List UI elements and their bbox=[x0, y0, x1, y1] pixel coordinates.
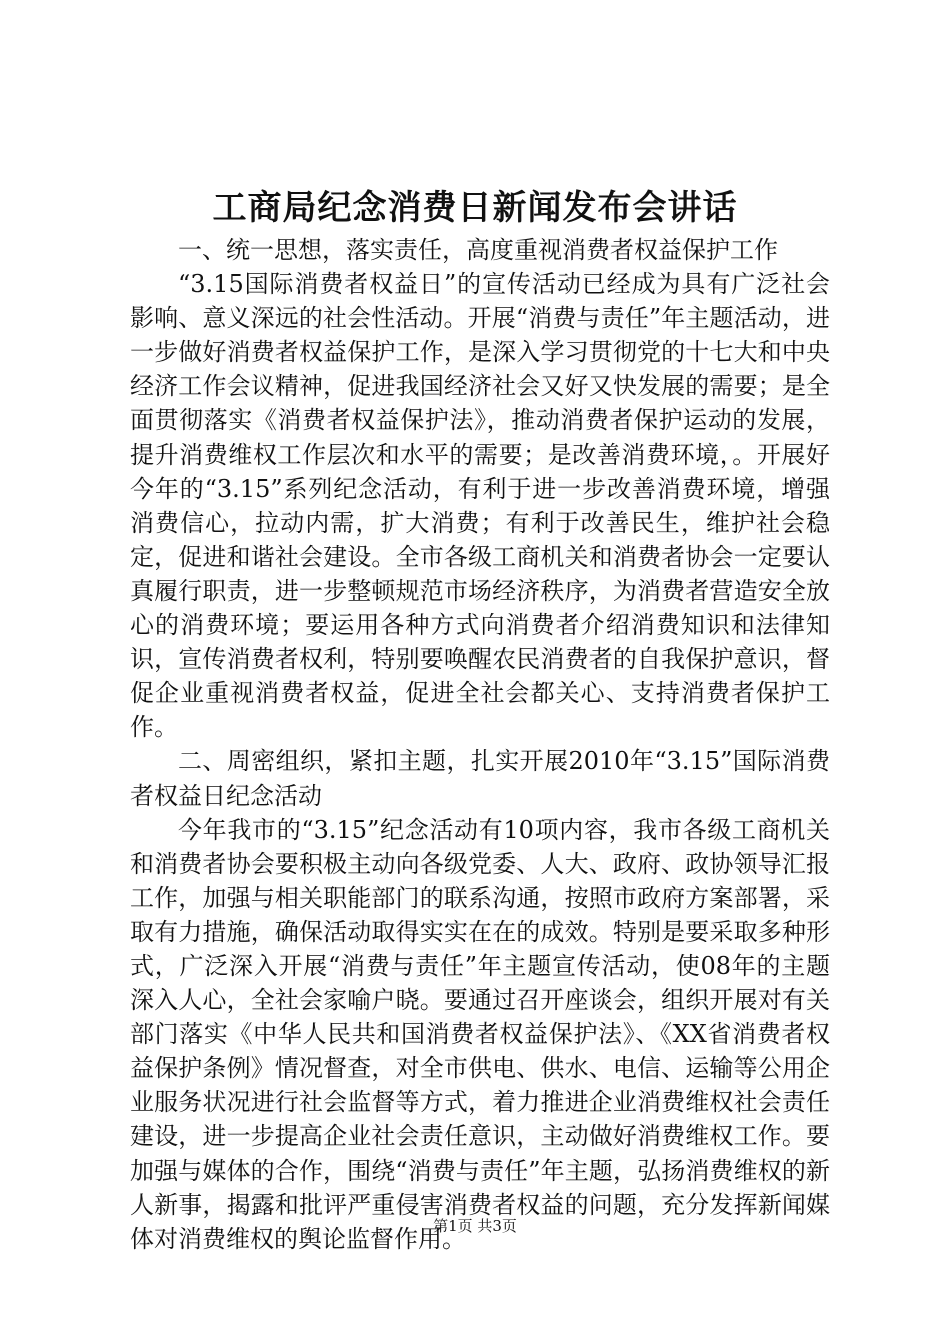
section-heading-1: 一、统一思想，落实责任，高度重视消费者权益保护工作 bbox=[178, 236, 778, 264]
page-footer: 第1页 共3页 bbox=[433, 1217, 517, 1235]
section-heading-2: 二、周密组织，紧扣主题，扎实开展2010年“3.15”国际消费者权益日纪念活动 bbox=[130, 747, 830, 810]
body-paragraph-2: 今年我市的“3.15”纪念活动有10项内容，我市各级工商机关和消费者协会要积极主动向各级党委、人大、政府、政协领导汇报工作，加强与相关职能部门的联系沟通，按照市政府方案部署，采取有力措施，确保活动取得实实在在的成效。特别是要采取多种形式，广泛深入开展“消费与责任”年主题宣传活动，使08年的主题深入人心，全社会家喻户晓。要通过召开座谈会，组织开展对有关部门落实《中华人民共和国消费者权益保护法》、《XX省消费者权益保护条例》情况督查，对全市供电、供水、电信、运输等公用企业服务状况进行社会监督等方式，着力推进企业消费维权社会责任建设，进一步提高企业社会责任意识，主动做好消费维权工作。要加强与媒体的合作，围绕“消费与责任”年主题，弘扬消费维权的新人新事，揭露和批评严重侵害消费者权益的问题，充分发挥新闻媒体对消费维权的舆论监督作用。 bbox=[130, 815, 830, 1253]
document-body bbox=[130, 233, 830, 1256]
body-paragraph-1: “3.15国际消费者权益日”的宣传活动已经成为具有广泛社会影响、意义深远的社会性活动。开展“消费与责任”年主题活动，进一步做好消费者权益保护工作，是深入学习贯彻党的十七大和中央经济工作会议精神，促进我国经济社会又好又快发展的需要；是全面贯彻落实《消费者权益保护法》，推动消费者保护运动的发展，提升消费维权工作层次和水平的需要；是改善消费环境，。开展好今年的“3.15”系列纪念活动，有利于进一步改善消费环境，增强消费信心，拉动内需，扩大消费；有利于改善民生，维护社会稳定，促进和谐社会建设。全市各级工商机关和消费者协会一定要认真履行职责，进一步整顿规范市场经济秩序，为消费者营造安全放心的消费环境；要运用各种方式向消费者介绍消费知识和法律知识，宣传消费者权利，特别要唤醒农民消费者的自我保护意识，督促企业重视消费者权益，促进全社会都关心、支持消费者保护工作。 bbox=[130, 270, 830, 742]
document-title: 工商局纪念消费日新闻发布会讲话 bbox=[212, 188, 738, 228]
